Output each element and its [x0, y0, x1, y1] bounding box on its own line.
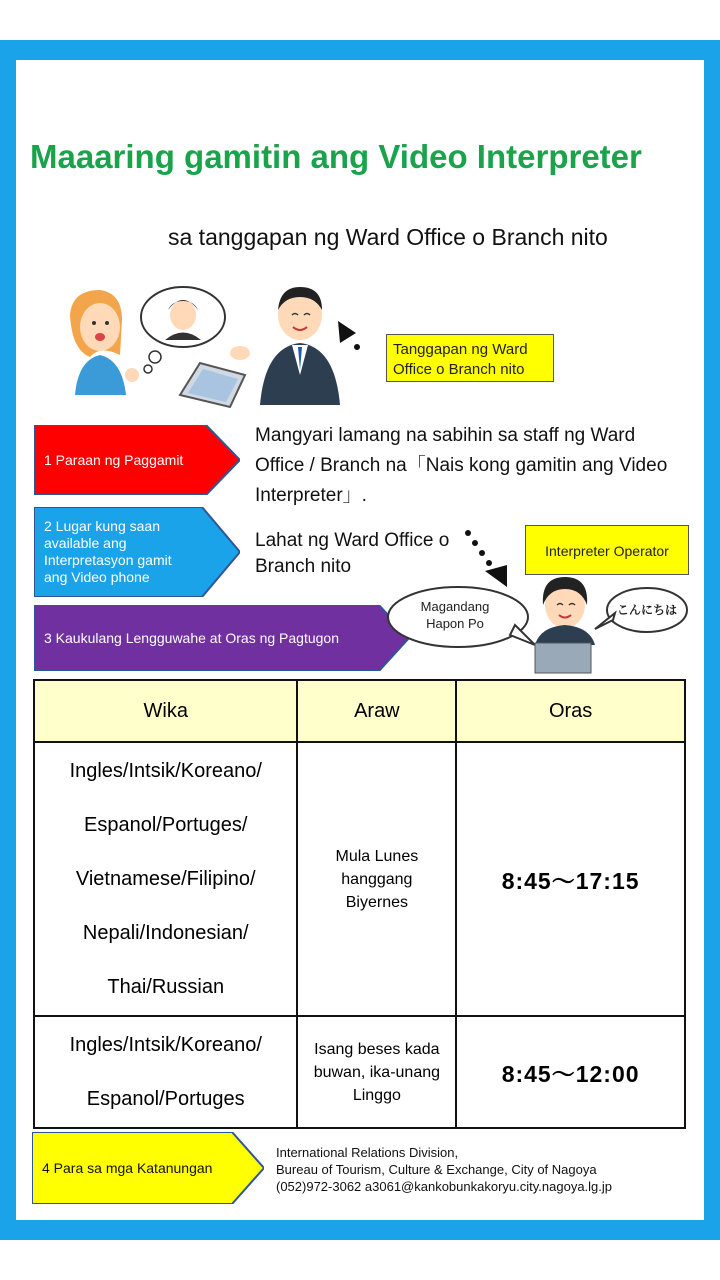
operator-woman-icon [535, 577, 595, 673]
header-oras: Oras [456, 680, 685, 742]
page-title: Maaaring gamitin ang Video Interpreter [30, 138, 642, 175]
header-wika: Wika [34, 680, 297, 742]
contact-line-3[interactable]: (052)972-3062 a3061@kankobunkakoryu.city.nagoya.lg.jp [276, 1179, 613, 1194]
contact-info [276, 1144, 612, 1195]
woman-icon [70, 290, 139, 395]
dotted-arrow-icon [465, 530, 507, 587]
step-2-text: Lahat ng Ward Office o Branch nito [255, 530, 450, 577]
languages-cell: Ingles/Intsik/Koreano/ Espanol/Portuges/ Vietnamese/Filipino/ Nepali/Indonesian/ Thai/Russian [34, 742, 297, 1016]
tablet-icon [180, 363, 245, 407]
step-1-label: 1 Paraan ng Paggamit [34, 425, 240, 495]
contact-line-2: Bureau of Tourism, Culture & Exchange, City of Nagoya [276, 1162, 597, 1177]
dotted-arrow-icon [338, 321, 360, 380]
illustration-user-and-staff [60, 285, 360, 415]
table-header-row [34, 680, 685, 742]
header-araw: Araw [297, 680, 456, 742]
step-4-label: 4 Para sa mga Katanungan [32, 1132, 264, 1204]
step-1-text: Mangyari lamang na sabihin sa staff ng Ward Office / Branch na「Nais kong gamitin ang Video Interpreter」. [255, 425, 668, 506]
hours-cell: 8:45～17:15 [456, 742, 685, 1016]
table-row [34, 742, 685, 1016]
languages-cell: Ingles/Intsik/Koreano/ Espanol/Portuges [34, 1016, 297, 1128]
interpreter-operator-callout-text: Interpreter Operator [545, 543, 669, 559]
page-subtitle: sa tanggapan ng Ward Office o Branch nito [168, 224, 608, 250]
step-2-label: 2 Lugar kung saan available ang Interpretasyon gamit ang Video phone [34, 507, 240, 597]
japanese-greeting: こんにちは [616, 603, 677, 617]
ward-office-callout-text: Tanggapan ng Ward Office o Branch nito [393, 341, 528, 378]
table-row [34, 1016, 685, 1128]
days-cell: Mula Lunes hanggang Biyernes [297, 742, 456, 1016]
contact-line-1: International Relations Division, [276, 1145, 459, 1160]
staff-man-icon [230, 287, 340, 405]
operator-greeting: Magandang Hapon Po [420, 599, 490, 631]
hours-cell: 8:45～12:00 [456, 1016, 685, 1128]
days-cell: Isang beses kada buwan, ika-unang Linggo [297, 1016, 456, 1128]
thought-bubble-icon [141, 287, 225, 373]
ward-office-callout [386, 334, 554, 382]
language-schedule-table [33, 679, 686, 1129]
step-3-label: 3 Kaukulang Lengguwahe at Oras ng Pagtugon [34, 605, 409, 671]
